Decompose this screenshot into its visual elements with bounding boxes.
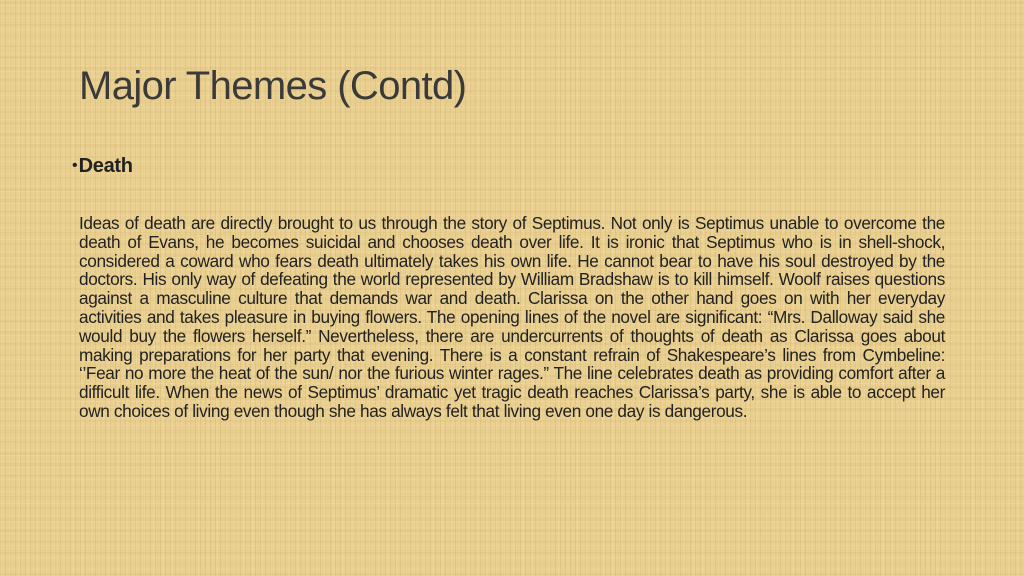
bullet-marker: • (72, 157, 78, 174)
bullet-label: Death (78, 155, 133, 177)
slide-title: Major Themes (Contd) (79, 64, 467, 108)
bullet-item-death (72, 154, 133, 178)
body-paragraph: Ideas of death are directly brought to us through the story of Septimus. Not only is Septimus unable to overcome the death of Evans, he becomes suicidal and chooses death over life. It is ironic that Septimus who is in shell-shock, considered a coward who fears death ultimately takes his own life. He cannot bear to have his soul destroyed by the doctors. His only way of defeating the world represented by William Bradshaw is to kill himself. Woolf raises questions against a masculine culture that demands war and death. Clarissa on the other hand goes on with her everyday activities and takes pleasure in buying flowers. The opening lines of the novel are significant: “Mrs. Dalloway said she would buy the flowers herself.” Nevertheless, there are undercurrents of thoughts of death as Clarissa goes about making preparations for her party that evening. There is a constant refrain of Shakespeare’s lines from Cymbeline: ‘’Fear no more the heat of the sun/ nor the furious winter rages.” The line celebrates death as providing comfort after a difficult life. When the news of Septimus’ dramatic yet tragic death reaches Clarissa’s party, she is able to accept her own choices of living even though she has always felt that living even one day is dangerous. (79, 213, 945, 421)
